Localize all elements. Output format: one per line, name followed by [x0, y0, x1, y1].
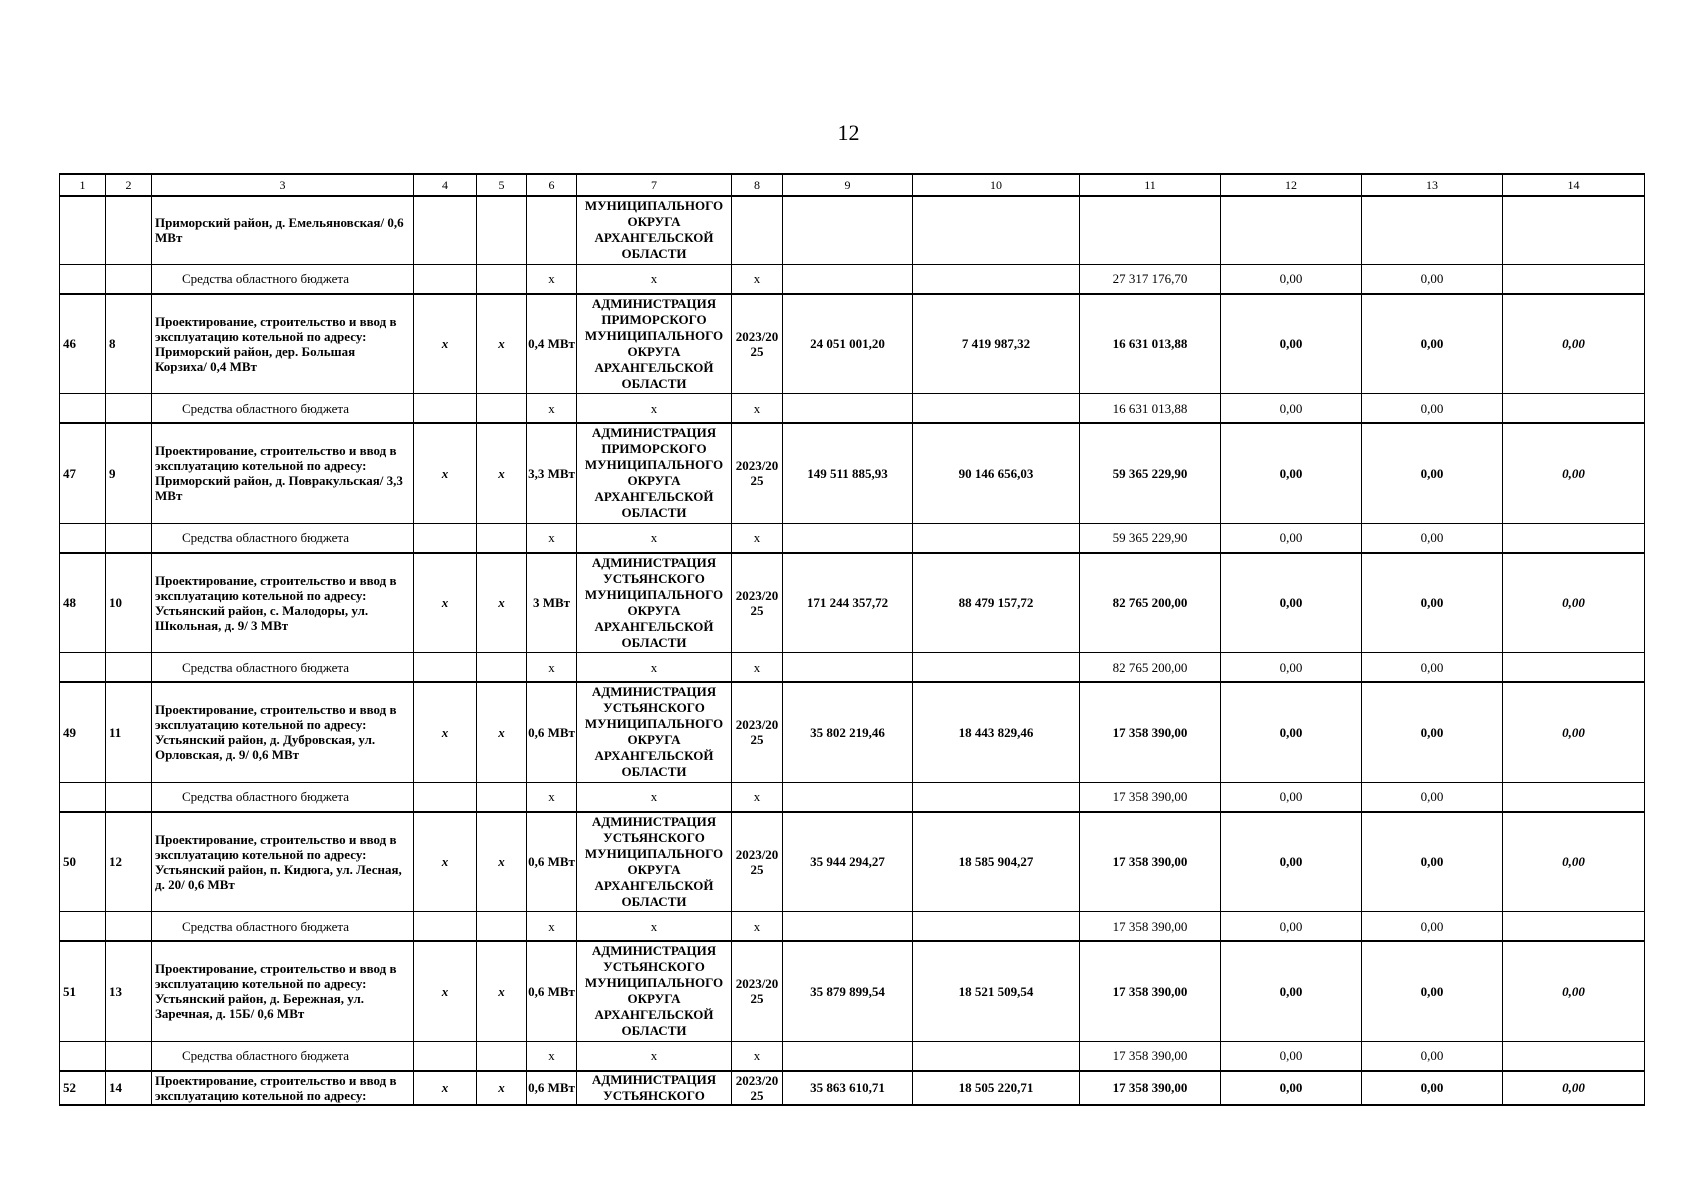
x-mark: x	[527, 264, 577, 294]
amount-col10: 88 479 157,72	[913, 553, 1080, 653]
amount-col9: 35 802 219,46	[783, 682, 913, 782]
amount-col10: 90 146 656,03	[913, 423, 1080, 523]
sub-number: 8	[106, 294, 152, 394]
x-mark: x	[732, 912, 783, 942]
funding-row	[60, 523, 1645, 553]
sub-number: 14	[106, 1071, 152, 1105]
x-mark: x	[414, 941, 477, 1041]
header-cell: 9	[783, 174, 913, 196]
amount-col13: 0,00	[1362, 264, 1503, 294]
amount-col11: 17 358 390,00	[1080, 782, 1221, 812]
amount-col13: 0,00	[1362, 294, 1503, 394]
x-mark: x	[477, 1071, 527, 1105]
x-mark: x	[477, 812, 527, 912]
executor: АДМИНИСТРАЦИЯ УСТЬЯНСКОГО МУНИЦИПАЛЬНОГО ОКРУГА АРХАНГЕЛЬСКОЙ ОБЛАСТИ	[577, 941, 732, 1041]
x-mark: x	[732, 394, 783, 424]
project-row	[60, 423, 1645, 523]
amount-col12: 0,00	[1221, 941, 1362, 1041]
funding-label: Средства областного бюджета	[152, 912, 414, 942]
funding-label: Средства областного бюджета	[152, 264, 414, 294]
x-mark: x	[732, 523, 783, 553]
project-row	[60, 941, 1645, 1041]
x-mark: x	[577, 912, 732, 942]
amount-col10: 18 521 509,54	[913, 941, 1080, 1041]
amount-col14: 0,00	[1503, 941, 1645, 1041]
amount-col11: 16 631 013,88	[1080, 394, 1221, 424]
amount-col11: 17 358 390,00	[1080, 682, 1221, 782]
capacity: 3,3 МВт	[527, 423, 577, 523]
row-number: 51	[60, 941, 106, 1041]
x-mark: x	[414, 553, 477, 653]
project-description: Проектирование, строительство и ввод в эксплуатацию котельной по адресу:	[152, 1071, 414, 1105]
period: 2023/2025	[732, 682, 783, 782]
amount-col11: 82 765 200,00	[1080, 653, 1221, 683]
header-cell: 6	[527, 174, 577, 196]
header-cell: 4	[414, 174, 477, 196]
amount-col13: 0,00	[1362, 523, 1503, 553]
amount-col12: 0,00	[1221, 523, 1362, 553]
amount-col12: 0,00	[1221, 553, 1362, 653]
funding-row	[60, 394, 1645, 424]
amount-col13: 0,00	[1362, 1071, 1503, 1105]
executor: АДМИНИСТРАЦИЯ УСТЬЯНСКОГО МУНИЦИПАЛЬНОГО ОКРУГА АРХАНГЕЛЬСКОЙ ОБЛАСТИ	[577, 553, 732, 653]
amount-col14: 0,00	[1503, 423, 1645, 523]
amount-col11: 82 765 200,00	[1080, 553, 1221, 653]
funding-label: Средства областного бюджета	[152, 1041, 414, 1071]
x-mark: x	[732, 1041, 783, 1071]
amount-col10: 18 443 829,46	[913, 682, 1080, 782]
amount-col13: 0,00	[1362, 941, 1503, 1041]
period: 2023/2025	[732, 294, 783, 394]
header-cell: 14	[1503, 174, 1645, 196]
header-cell: 11	[1080, 174, 1221, 196]
funding-row	[60, 782, 1645, 812]
amount-col11: 59 365 229,90	[1080, 523, 1221, 553]
executor: АДМИНИСТРАЦИЯ УСТЬЯНСКОГО МУНИЦИПАЛЬНОГО ОКРУГА АРХАНГЕЛЬСКОЙ ОБЛАСТИ	[577, 682, 732, 782]
amount-col13: 0,00	[1362, 1041, 1503, 1071]
amount-col10: 18 505 220,71	[913, 1071, 1080, 1105]
row-number: 46	[60, 294, 106, 394]
project-description: Приморский район, д. Емельяновская/ 0,6 МВт	[152, 196, 414, 264]
amount-col12: 0,00	[1221, 912, 1362, 942]
funding-row	[60, 1041, 1645, 1071]
funding-label: Средства областного бюджета	[152, 523, 414, 553]
project-row	[60, 294, 1645, 394]
capacity: 3 МВт	[527, 553, 577, 653]
amount-col14: 0,00	[1503, 553, 1645, 653]
continued-row	[60, 196, 1645, 264]
funding-row	[60, 264, 1645, 294]
x-mark: x	[577, 264, 732, 294]
executor: МУНИЦИПАЛЬНОГО ОКРУГА АРХАНГЕЛЬСКОЙ ОБЛАСТИ	[577, 196, 732, 264]
amount-col14: 0,00	[1503, 682, 1645, 782]
amount-col12: 0,00	[1221, 394, 1362, 424]
header-cell: 2	[106, 174, 152, 196]
header-cell: 13	[1362, 174, 1503, 196]
period: 2023/2025	[732, 812, 783, 912]
x-mark: x	[414, 812, 477, 912]
project-row	[60, 682, 1645, 782]
x-mark: x	[527, 782, 577, 812]
amount-col9: 149 511 885,93	[783, 423, 913, 523]
x-mark: x	[477, 294, 527, 394]
project-description: Проектирование, строительство и ввод в эксплуатацию котельной по адресу: Приморский район, д. Повракульская/ 3,3 МВт	[152, 423, 414, 523]
executor: АДМИНИСТРАЦИЯ ПРИМОРСКОГО МУНИЦИПАЛЬНОГО ОКРУГА АРХАНГЕЛЬСКОЙ ОБЛАСТИ	[577, 423, 732, 523]
funding-label: Средства областного бюджета	[152, 782, 414, 812]
amount-col13: 0,00	[1362, 812, 1503, 912]
period: 2023/2025	[732, 941, 783, 1041]
project-description: Проектирование, строительство и ввод в эксплуатацию котельной по адресу: Устьянский район, с. Малодоры, ул. Школьная, д. 9/ 3 МВт	[152, 553, 414, 653]
amount-col9: 24 051 001,20	[783, 294, 913, 394]
funding-row	[60, 912, 1645, 942]
amount-col13: 0,00	[1362, 394, 1503, 424]
row-number: 48	[60, 553, 106, 653]
project-row	[60, 1071, 1645, 1105]
project-group-partial	[60, 1071, 1645, 1105]
header-cell: 1	[60, 174, 106, 196]
amount-col12: 0,00	[1221, 1041, 1362, 1071]
row-number: 47	[60, 423, 106, 523]
header-row	[60, 174, 1645, 196]
row-number: 49	[60, 682, 106, 782]
funding-label: Средства областного бюджета	[152, 653, 414, 683]
project-group	[60, 294, 1645, 424]
amount-col11: 17 358 390,00	[1080, 812, 1221, 912]
x-mark: x	[527, 523, 577, 553]
amount-col10: 18 585 904,27	[913, 812, 1080, 912]
funding-row	[60, 653, 1645, 683]
period: 2023/2025	[732, 423, 783, 523]
continued-group	[60, 196, 1645, 294]
amount-col13: 0,00	[1362, 782, 1503, 812]
x-mark: x	[414, 682, 477, 782]
project-description: Проектирование, строительство и ввод в эксплуатацию котельной по адресу: Приморский район, дер. Большая Корзиха/ 0,4 МВт	[152, 294, 414, 394]
x-mark: x	[527, 912, 577, 942]
project-row	[60, 812, 1645, 912]
capacity: 0,6 МВт	[527, 812, 577, 912]
amount-col12: 0,00	[1221, 423, 1362, 523]
project-group	[60, 423, 1645, 553]
header-cell: 5	[477, 174, 527, 196]
period: 2023/2025	[732, 553, 783, 653]
amount-col9: 35 879 899,54	[783, 941, 913, 1041]
project-row	[60, 553, 1645, 653]
funding-label: Средства областного бюджета	[152, 394, 414, 424]
period: 2023/2025	[732, 1071, 783, 1105]
header-cell: 7	[577, 174, 732, 196]
amount-col11: 17 358 390,00	[1080, 1071, 1221, 1105]
amount-col12: 0,00	[1221, 653, 1362, 683]
header-cell: 12	[1221, 174, 1362, 196]
row-number: 52	[60, 1071, 106, 1105]
x-mark: x	[527, 394, 577, 424]
x-mark: x	[577, 653, 732, 683]
x-mark: x	[577, 782, 732, 812]
header-cell: 3	[152, 174, 414, 196]
project-group	[60, 553, 1645, 683]
page-number: 12	[837, 120, 860, 145]
capacity: 0,6 МВт	[527, 941, 577, 1041]
capacity: 0,6 МВт	[527, 1071, 577, 1105]
row-number: 50	[60, 812, 106, 912]
project-description: Проектирование, строительство и ввод в эксплуатацию котельной по адресу: Устьянский район, д. Бережная, ул. Заречная, д. 15Б/ 0,6 МВт	[152, 941, 414, 1041]
capacity: 0,6 МВт	[527, 682, 577, 782]
amount-col11: 17 358 390,00	[1080, 1041, 1221, 1071]
amount-col12: 0,00	[1221, 1071, 1362, 1105]
amount-col11: 59 365 229,90	[1080, 423, 1221, 523]
x-mark: x	[732, 653, 783, 683]
x-mark: x	[577, 1041, 732, 1071]
budget-table	[59, 173, 1645, 1106]
project-description: Проектирование, строительство и ввод в эксплуатацию котельной по адресу: Устьянский район, п. Кидюга, ул. Лесная, д. 20/ 0,6 МВт	[152, 812, 414, 912]
amount-col9: 35 944 294,27	[783, 812, 913, 912]
x-mark: x	[577, 394, 732, 424]
amount-col12: 0,00	[1221, 294, 1362, 394]
sub-number: 11	[106, 682, 152, 782]
amount-col10: 7 419 987,32	[913, 294, 1080, 394]
amount-col13: 0,00	[1362, 912, 1503, 942]
x-mark: x	[414, 294, 477, 394]
amount-col9: 35 863 610,71	[783, 1071, 913, 1105]
amount-col12: 0,00	[1221, 682, 1362, 782]
executor: АДМИНИСТРАЦИЯ ПРИМОРСКОГО МУНИЦИПАЛЬНОГО ОКРУГА АРХАНГЕЛЬСКОЙ ОБЛАСТИ	[577, 294, 732, 394]
sub-number: 9	[106, 423, 152, 523]
x-mark: x	[477, 553, 527, 653]
amount-col13: 0,00	[1362, 423, 1503, 523]
amount-col11: 16 631 013,88	[1080, 294, 1221, 394]
x-mark: x	[414, 423, 477, 523]
x-mark: x	[477, 941, 527, 1041]
sub-number: 12	[106, 812, 152, 912]
x-mark: x	[732, 264, 783, 294]
project-description: Проектирование, строительство и ввод в эксплуатацию котельной по адресу: Устьянский район, д. Дубровская, ул. Орловская, д. 9/ 0,6 МВт	[152, 682, 414, 782]
x-mark: x	[527, 1041, 577, 1071]
amount-col12: 0,00	[1221, 264, 1362, 294]
amount-col11: 27 317 176,70	[1080, 264, 1221, 294]
x-mark: x	[577, 523, 732, 553]
x-mark: x	[477, 682, 527, 782]
table-header	[60, 174, 1645, 196]
sub-number: 13	[106, 941, 152, 1041]
amount-col14: 0,00	[1503, 1071, 1645, 1105]
x-mark: x	[732, 782, 783, 812]
header-cell: 10	[913, 174, 1080, 196]
capacity: 0,4 МВт	[527, 294, 577, 394]
amount-col13: 0,00	[1362, 682, 1503, 782]
sub-number: 10	[106, 553, 152, 653]
amount-col13: 0,00	[1362, 553, 1503, 653]
amount-col13: 0,00	[1362, 653, 1503, 683]
amount-col14: 0,00	[1503, 812, 1645, 912]
executor: АДМИНИСТРАЦИЯ УСТЬЯНСКОГО МУНИЦИПАЛЬНОГО ОКРУГА АРХАНГЕЛЬСКОЙ ОБЛАСТИ	[577, 812, 732, 912]
project-group	[60, 682, 1645, 812]
amount-col11: 17 358 390,00	[1080, 941, 1221, 1041]
x-mark: x	[527, 653, 577, 683]
amount-col9: 171 244 357,72	[783, 553, 913, 653]
amount-col11: 17 358 390,00	[1080, 912, 1221, 942]
x-mark: x	[477, 423, 527, 523]
header-cell: 8	[732, 174, 783, 196]
project-group	[60, 812, 1645, 942]
amount-col12: 0,00	[1221, 782, 1362, 812]
x-mark: x	[414, 1071, 477, 1105]
project-group	[60, 941, 1645, 1071]
amount-col12: 0,00	[1221, 812, 1362, 912]
executor: АДМИНИСТРАЦИЯ УСТЬЯНСКОГО	[577, 1071, 732, 1105]
amount-col14: 0,00	[1503, 294, 1645, 394]
